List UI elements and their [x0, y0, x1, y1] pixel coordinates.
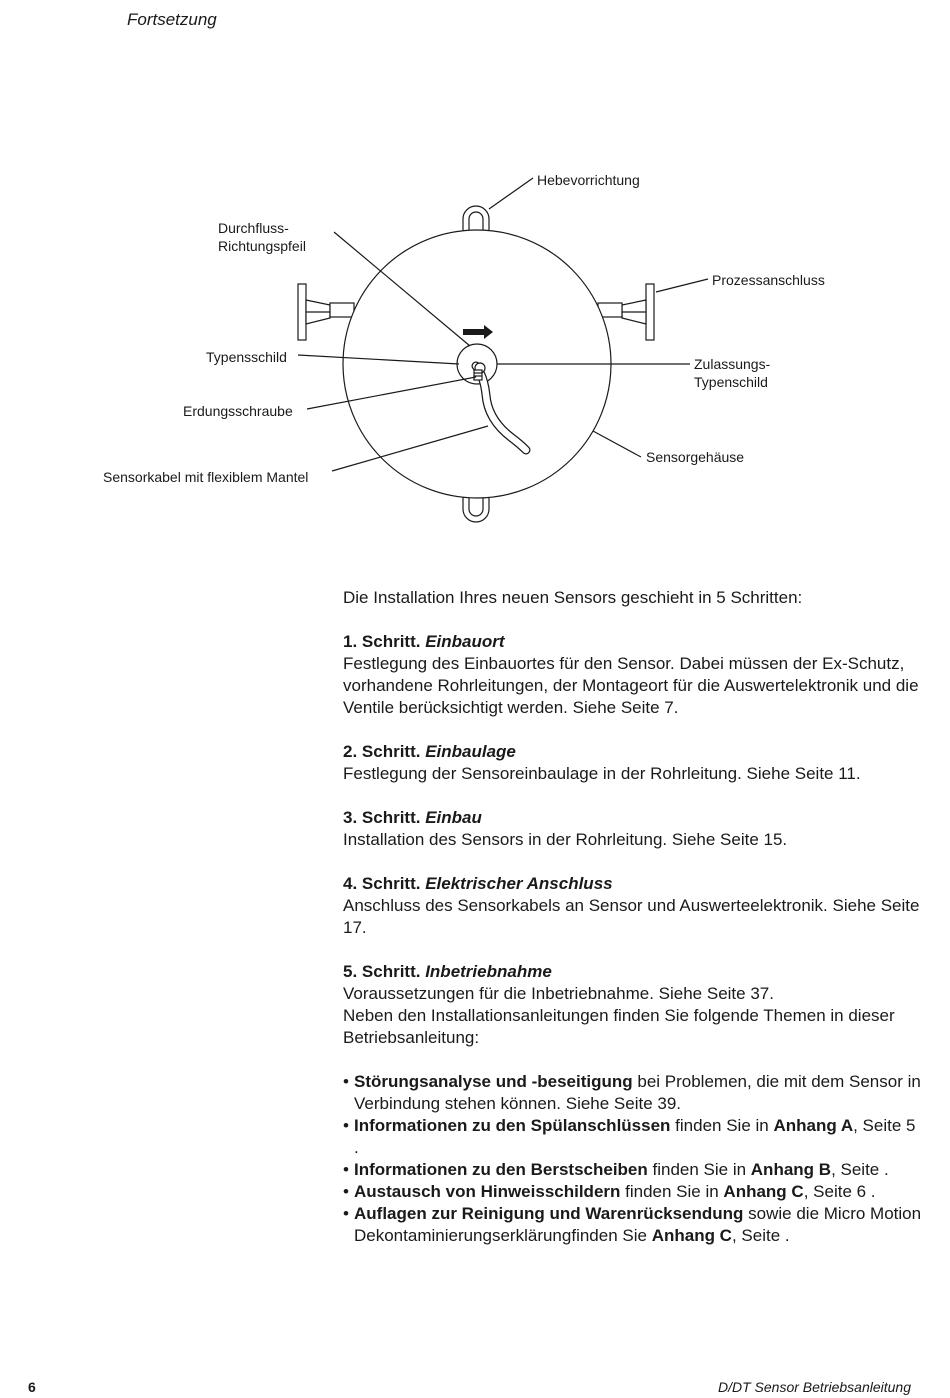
main-content: [343, 587, 923, 1247]
page-number: 6: [28, 1379, 36, 1395]
step-1: [343, 631, 923, 719]
step-text: Festlegung des Einbauortes für den Sensor. Dabei müssen der Ex-Schutz, vorhandene Rohrleitungen, der Montageort für die Auswertelektronik und die Ventile berücksichtigt werden. Siehe Seite 7.: [343, 654, 919, 717]
intro-text: Die Installation Ihres neuen Sensors geschieht in 5 Schritten:: [343, 588, 803, 607]
topic-text: finden Sie in: [670, 1116, 774, 1135]
label-durchfluss: [218, 219, 306, 255]
step-title: Einbaulage: [425, 742, 516, 761]
topic-page: , Seite 6 .: [803, 1182, 876, 1201]
label-zulassungs-line2: Typenschild: [694, 374, 768, 390]
label-sensorgehaeuse: Sensorgehäuse: [646, 449, 745, 465]
step-text: Festlegung der Sensoreinbaulage in der Rohrleitung. Siehe Seite 11.: [343, 764, 861, 783]
bullet: •: [343, 1116, 349, 1135]
step-heading: [343, 873, 923, 895]
step-number: 1. Schritt.: [343, 632, 421, 651]
bullet: •: [343, 1072, 349, 1091]
step-title: Einbauort: [425, 632, 505, 651]
topic-bold: Informationen zu den Spülanschlüssen: [354, 1116, 671, 1135]
step-5: [343, 961, 923, 1005]
label-sensorkabel: Sensorkabel mit flexiblem Mantel: [103, 469, 309, 485]
step-heading: [343, 631, 923, 653]
list-item: [343, 1071, 923, 1115]
step-3: [343, 807, 923, 851]
step-text: Voraussetzungen für die Inbetriebnahme. Siehe Seite 37.: [343, 984, 774, 1003]
step-heading: [343, 961, 923, 983]
label-erdungsschraube: Erdungsschraube: [183, 403, 293, 419]
step-4: [343, 873, 923, 939]
step-heading: [343, 741, 923, 763]
list-item: [343, 1203, 923, 1247]
topics-list: [343, 1071, 923, 1247]
topic-appendix: Anhang B: [750, 1160, 832, 1179]
step-number: 4. Schritt.: [343, 874, 421, 893]
step-title: Einbau: [425, 808, 482, 827]
process-connection-left: [298, 284, 354, 340]
step-2: [343, 741, 923, 785]
bullet: •: [343, 1160, 349, 1179]
label-prozessanschluss: Prozessanschluss: [712, 272, 825, 288]
label-durchfluss-line1: Durchfluss-: [218, 220, 289, 236]
step-number: 2. Schritt.: [343, 742, 421, 761]
list-item: [343, 1159, 923, 1181]
step-heading: [343, 807, 923, 829]
step-number: 3. Schritt.: [343, 808, 421, 827]
topics-intro: Neben den Installationsanleitungen finden Sie folgende Themen in dieser Betriebsanleitung:: [343, 1006, 895, 1047]
topic-page: , Seite .: [831, 1160, 889, 1179]
bullet: •: [343, 1182, 349, 1201]
topic-page: , Seite .: [731, 1226, 790, 1245]
label-zulassungs-line1: Zulassungs-: [694, 356, 771, 372]
step-title: Elektrischer Anschluss: [425, 874, 613, 893]
bullet: •: [343, 1204, 349, 1223]
topic-bold: Informationen zu den Berstscheiben: [354, 1160, 648, 1179]
list-item: [343, 1181, 923, 1203]
section-header: Fortsetzung: [127, 10, 217, 29]
topic-bold: Auflagen zur Reinigung und Warenrücksendung: [354, 1204, 744, 1223]
grounding-screw: [474, 370, 482, 380]
document-title: D/DT Sensor Betriebsanleitung: [718, 1379, 911, 1395]
label-durchfluss-line2: Richtungspfeil: [218, 238, 306, 254]
topic-text: finden Sie in: [620, 1182, 724, 1201]
topic-page: , Seite 5 .: [354, 1116, 916, 1157]
step-number: 5. Schritt.: [343, 962, 421, 981]
list-item: [343, 1115, 923, 1159]
topic-appendix: Anhang C: [651, 1226, 732, 1245]
topic-text: bei Problemen, die mit dem Sensor in Verbindung stehen können. Siehe Seite 39.: [354, 1072, 921, 1113]
topic-text: finden Sie in: [647, 1160, 751, 1179]
topic-bold: Austausch von Hinweisschildern: [354, 1182, 621, 1201]
label-typensschild: Typensschild: [206, 349, 287, 365]
label-zulassungs: [694, 355, 770, 391]
topic-bold: Störungsanalyse und -beseitigung: [354, 1072, 633, 1091]
topic-text: sowie die Micro Motion Dekontaminierungserklärungfinden Sie: [354, 1204, 922, 1245]
step-text: Installation des Sensors in der Rohrleitung. Siehe Seite 15.: [343, 830, 788, 849]
topic-appendix: Anhang A: [773, 1116, 854, 1135]
topic-appendix: Anhang C: [723, 1182, 804, 1201]
label-hebevorrichtung: Hebevorrichtung: [537, 172, 640, 188]
step-title: Inbetriebnahme: [425, 962, 552, 981]
step-text: Anschluss des Sensorkabels an Sensor und Auswerteelektronik. Siehe Seite 17.: [343, 896, 920, 937]
